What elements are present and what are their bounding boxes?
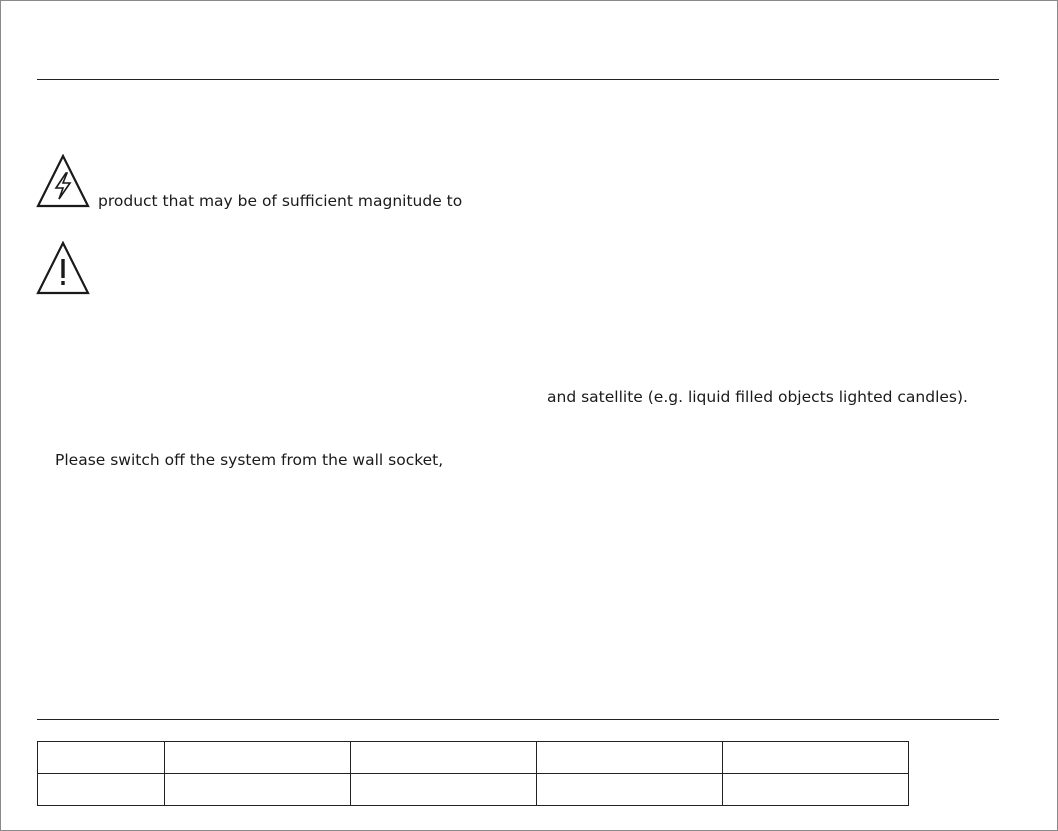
info-table [37, 741, 909, 806]
table-cell [537, 742, 723, 774]
table-cell [723, 742, 909, 774]
table-row [38, 742, 909, 774]
table-cell [351, 742, 537, 774]
table-row [38, 774, 909, 806]
table-cell [38, 774, 165, 806]
caution-exclamation-icon [36, 241, 90, 295]
shock-warning-text: product that may be of sufficient magnitude to [98, 192, 463, 210]
top-divider [37, 79, 999, 80]
bottom-divider [37, 719, 999, 720]
table-cell [38, 742, 165, 774]
table-cell [723, 774, 909, 806]
table-cell [165, 742, 351, 774]
table-cell [351, 774, 537, 806]
table-cell [165, 774, 351, 806]
table-cell [537, 774, 723, 806]
electric-shock-warning-icon [36, 154, 90, 208]
switch-off-instruction: Please switch off the system from the wall socket, [55, 451, 444, 469]
liquid-warning-text: and satellite (e.g. liquid filled objects lighted candles). [547, 388, 968, 406]
